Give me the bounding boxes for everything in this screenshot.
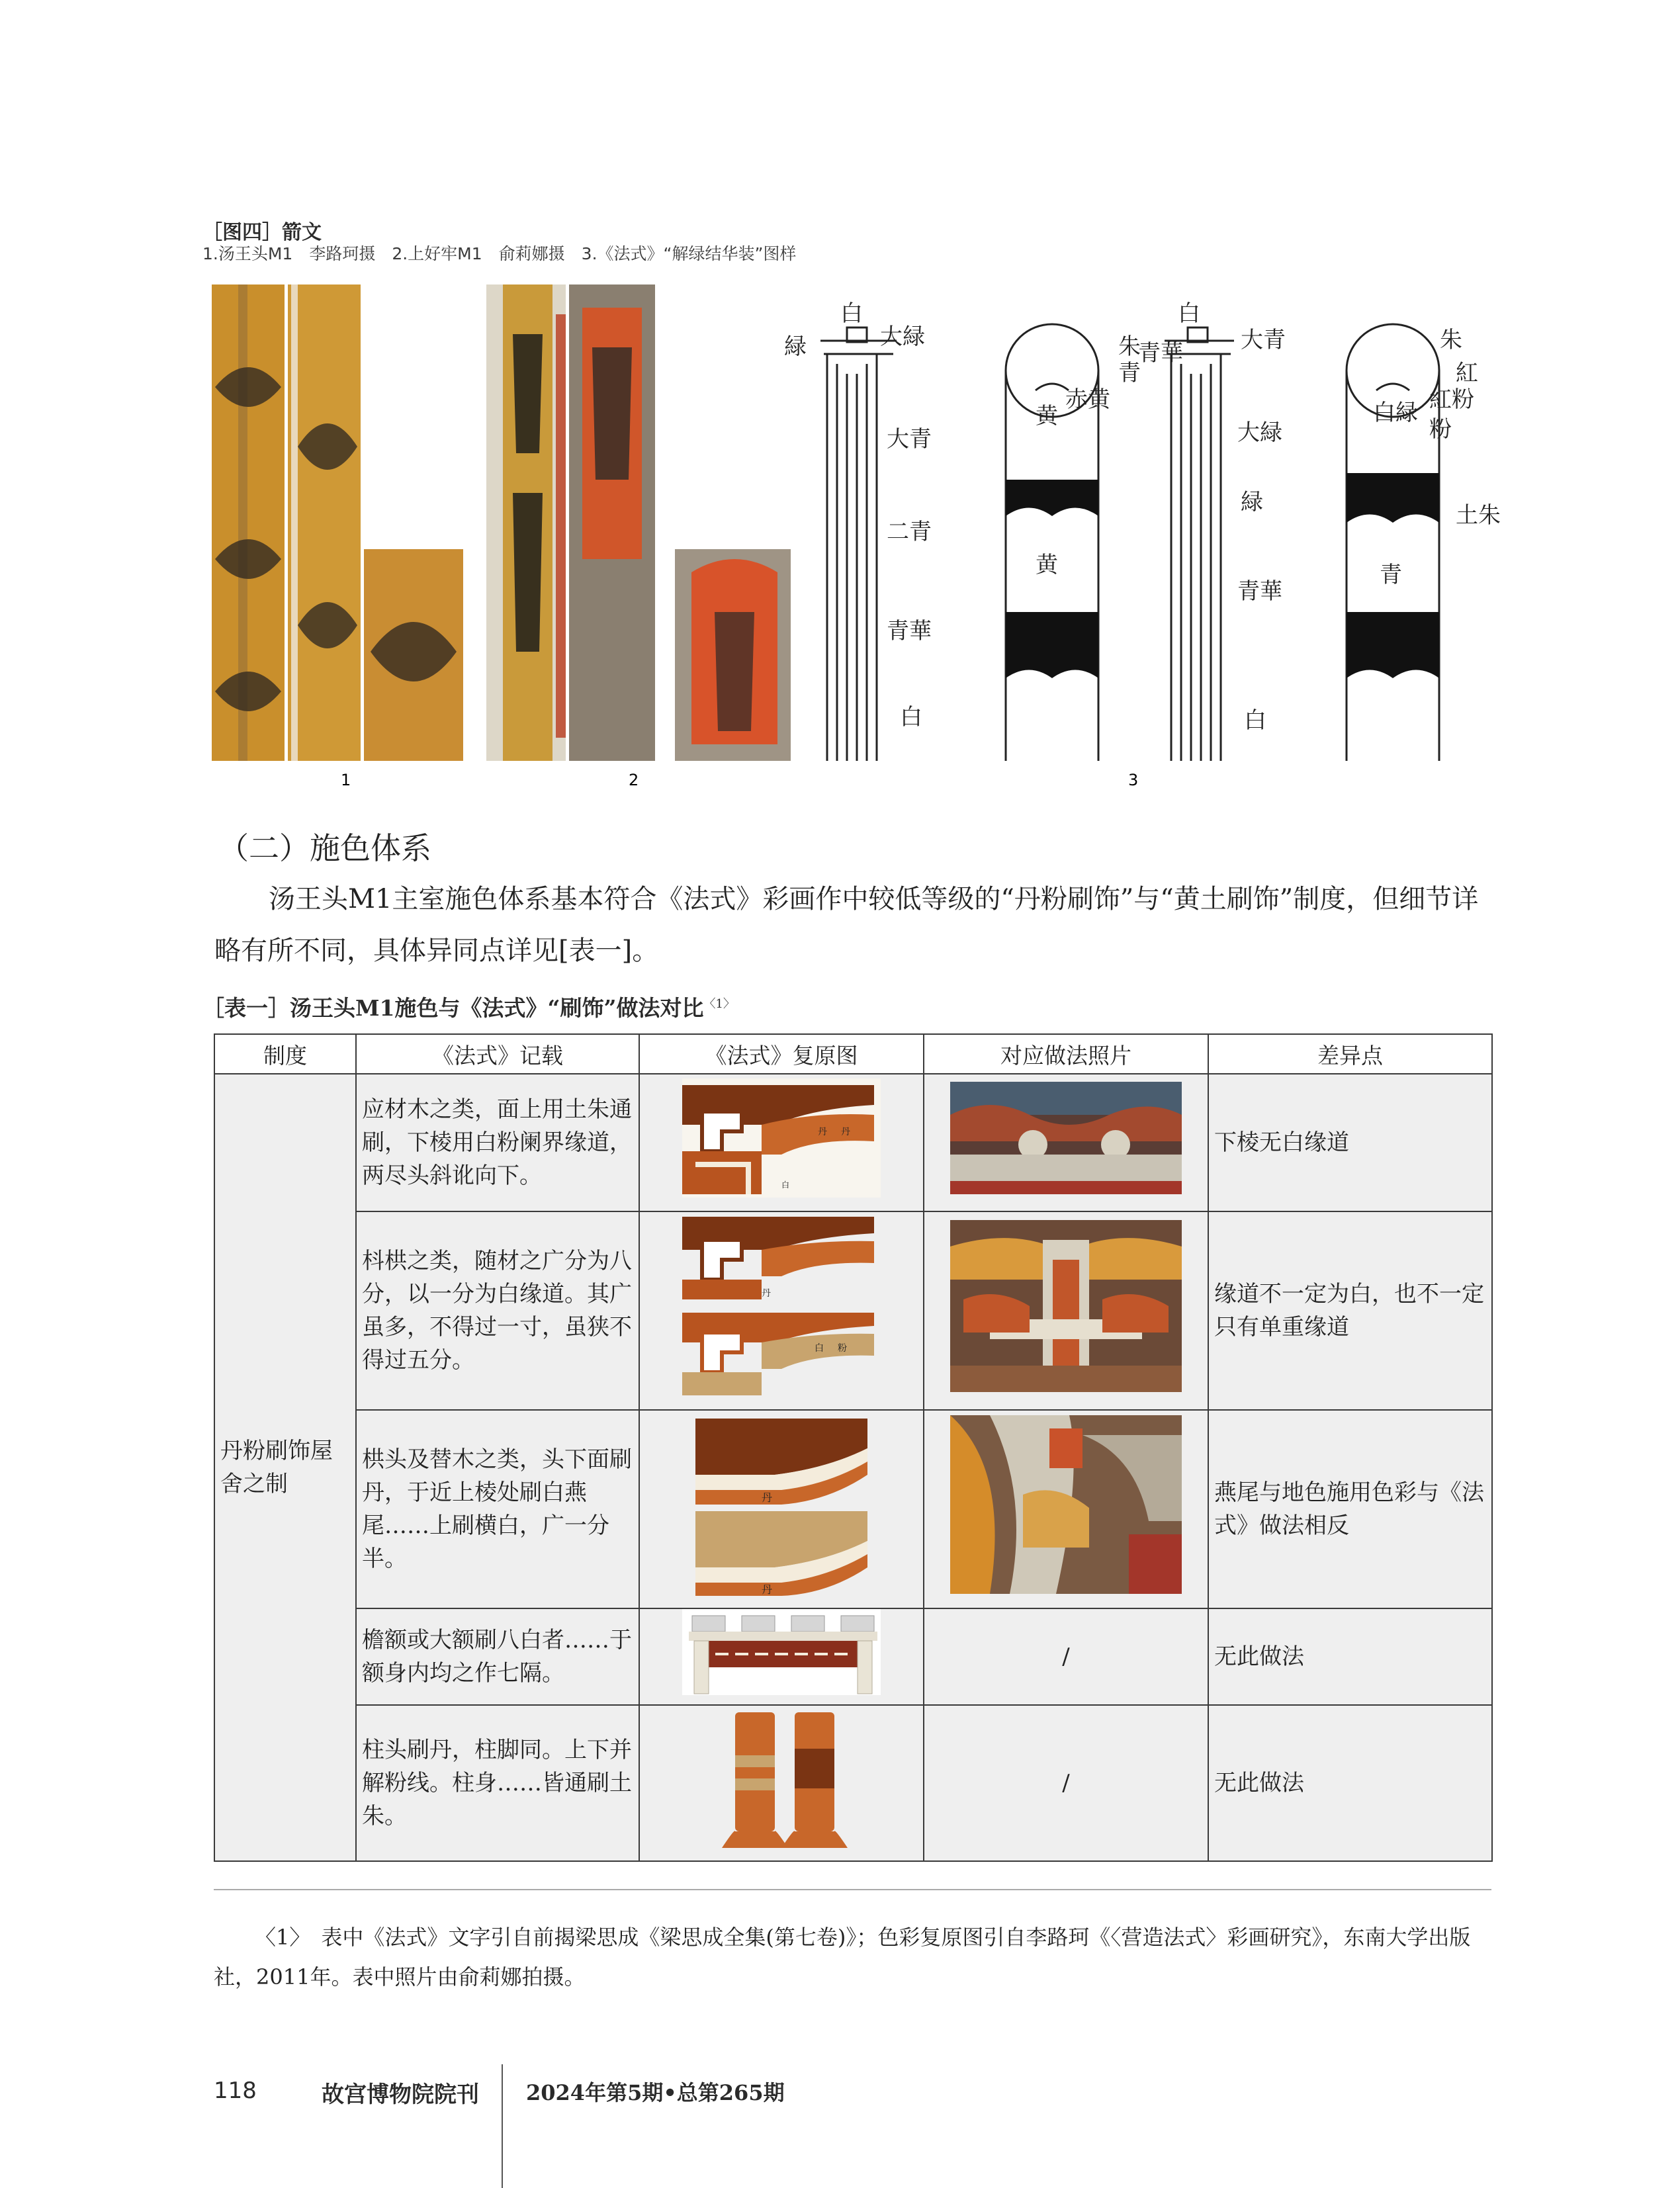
d1-label-1: 白 xyxy=(840,300,863,327)
diagram-2-label-bai: 白 xyxy=(815,1343,824,1354)
header-photo: 对应做法照片 xyxy=(924,1034,1208,1074)
table-caption xyxy=(202,991,735,1022)
restoration-diagram-4 xyxy=(682,1609,881,1695)
diagram-1-label-dan-2: 丹 xyxy=(841,1127,850,1137)
diagram-black-bands xyxy=(1006,473,1439,678)
d1-label-6: 青華 xyxy=(887,618,932,644)
d1-label-4: 大青 xyxy=(887,426,932,453)
d1-label-7: 白 xyxy=(900,704,922,730)
diagram-cell xyxy=(639,1705,924,1861)
d4-label-4: 白緑 xyxy=(1373,400,1418,426)
d2-label-3: 黄 xyxy=(1036,403,1058,429)
diagram-cell xyxy=(639,1608,924,1705)
header-system: 制度 xyxy=(214,1034,356,1074)
diff-cell: 燕尾与地色施用色彩与《法式》做法相反 xyxy=(1208,1410,1492,1608)
record-cell: 柱头刷丹，柱脚同。上下并解粉线。柱身……皆通刷土朱。 xyxy=(356,1705,639,1861)
photo-cell: / xyxy=(924,1608,1208,1705)
figure-label: ［图四］箭文 xyxy=(202,221,322,244)
d3-label-1: 白 xyxy=(1178,300,1200,327)
footer-divider xyxy=(502,2064,503,2188)
d2-label-2: 青 xyxy=(1118,360,1141,386)
diagram-cell xyxy=(639,1211,924,1410)
d2-label-1: 朱 xyxy=(1118,333,1141,360)
footnote-text: 〈1〉 表中《法式》文字引自前揭梁思成《梁思成全集(第七卷)》；色彩复原图引自李路珂《〈营造法式〉彩画研究》，东南大学出版社，2011年。表中照片由俞莉娜拍摄。 xyxy=(214,1925,1471,1990)
d3-label-4: 大緑 xyxy=(1237,419,1282,446)
d4-label-1: 朱 xyxy=(1440,327,1462,353)
d3-label-3: 青華 xyxy=(1138,340,1183,367)
record-cell: 栱头及替木之类，头下面刷丹，于近上棱处刷白燕尾……上刷横白，广一分半。 xyxy=(356,1410,639,1608)
table-row xyxy=(214,1705,1492,1861)
diff-cell: 无此做法 xyxy=(1208,1705,1492,1861)
d3-label-6: 青華 xyxy=(1237,578,1282,605)
diagram-2-label-fen: 粉 xyxy=(838,1343,847,1354)
diff-cell: 缘道不一定为白，也不一定只有单重缘道 xyxy=(1208,1211,1492,1410)
d4-label-5: 粉 xyxy=(1429,416,1452,443)
journal-name: 故宫博物院院刊 xyxy=(322,2081,479,2108)
issue-info: 2024年第5期•总第265期 xyxy=(526,2080,785,2105)
table-caption-text: ［表一］汤王头M1施色与《法式》“刷饰”做法对比 xyxy=(202,995,704,1021)
header-record: 《法式》记载 xyxy=(356,1034,639,1074)
d4-label-6: 土朱 xyxy=(1456,502,1501,529)
photo-cell xyxy=(924,1211,1208,1410)
restoration-diagram-1 xyxy=(682,1078,881,1198)
d3-label-5: 緑 xyxy=(1241,489,1263,515)
photo-3 xyxy=(950,1415,1182,1594)
restoration-diagram-5 xyxy=(682,1706,881,1851)
comparison-table xyxy=(214,1033,1493,1862)
diagram-cell xyxy=(639,1074,924,1211)
record-cell: 应材木之类，面上用土朱通刷，下棱用白粉阑界缘道，两尽头斜讹向下。 xyxy=(356,1074,639,1211)
table-row xyxy=(214,1410,1492,1608)
section-title: （二）施色体系 xyxy=(218,830,431,866)
restoration-diagram-3 xyxy=(682,1412,881,1597)
system-cell: 丹粉刷饰屋舍之制 xyxy=(214,1074,356,1861)
diagram-1-label-dan: 丹 xyxy=(818,1127,827,1137)
diagram-3-label-dan: 丹 xyxy=(762,1491,773,1504)
d1-label-5: 二青 xyxy=(887,519,932,545)
table-header-row xyxy=(214,1034,1492,1074)
diagram-cell xyxy=(639,1410,924,1608)
section-paragraph: 汤王头M1主室施色体系基本符合《法式》彩画作中较低等级的“丹粉刷饰”与“黄土刷饰”制度，但细节详略有所不同，具体异同点详见[表一]。 xyxy=(214,884,1479,966)
photo-1 xyxy=(950,1082,1182,1194)
header-diagram: 《法式》复原图 xyxy=(639,1034,924,1074)
table-row xyxy=(214,1608,1492,1705)
d1-label-3: 緑 xyxy=(784,333,807,360)
figure-number-2: 2 xyxy=(629,771,639,789)
footnote-divider xyxy=(214,1889,1491,1890)
d1-label-2: 大緑 xyxy=(880,324,925,350)
record-cell: 檐额或大额刷八白者……于额身内均之作七隔。 xyxy=(356,1608,639,1705)
table-row xyxy=(214,1211,1492,1410)
table-caption-note: 〈1〉 xyxy=(703,997,735,1011)
restoration-diagram-2 xyxy=(682,1213,881,1399)
figure-number-1: 1 xyxy=(341,771,351,789)
figure-four-illustrations xyxy=(212,281,1501,789)
d4-label-3: 紅粉 xyxy=(1429,386,1474,413)
diff-cell: 无此做法 xyxy=(1208,1608,1492,1705)
diagram-2-label-dan: 丹 xyxy=(762,1288,771,1299)
photo-group-2 xyxy=(486,284,791,761)
photo-cell xyxy=(924,1410,1208,1608)
d4-label-7: 青 xyxy=(1380,562,1402,588)
photo-group-1 xyxy=(212,284,463,761)
diagram-1-label-bai: 白 xyxy=(781,1180,790,1190)
record-cell: 枓栱之类，随材之广分为八分，以一分为白缘道。其广虽多，不得过一寸，虽狭不得过五分。 xyxy=(356,1211,639,1410)
figure-caption: 1.汤王头M1 李路珂摄 2.上好牢M1 俞莉娜摄 3.《法式》“解绿结华装”图样 xyxy=(202,244,797,263)
diff-cell: 下棱无白缘道 xyxy=(1208,1074,1492,1211)
photo-2 xyxy=(950,1220,1182,1392)
d4-label-2: 紅 xyxy=(1456,360,1478,386)
photo-cell: / xyxy=(924,1705,1208,1861)
table-row xyxy=(214,1074,1492,1211)
d3-label-2: 大青 xyxy=(1241,327,1286,353)
d3-label-7: 白 xyxy=(1244,707,1266,734)
d2-label-4: 赤黄 xyxy=(1065,386,1110,413)
diagram-3-label-dan-2: 丹 xyxy=(762,1583,773,1596)
figure-number-3: 3 xyxy=(1128,771,1139,789)
d2-label-5: 黄 xyxy=(1036,552,1058,578)
page-number: 118 xyxy=(214,2078,257,2104)
header-diff: 差异点 xyxy=(1208,1034,1492,1074)
photo-cell xyxy=(924,1074,1208,1211)
